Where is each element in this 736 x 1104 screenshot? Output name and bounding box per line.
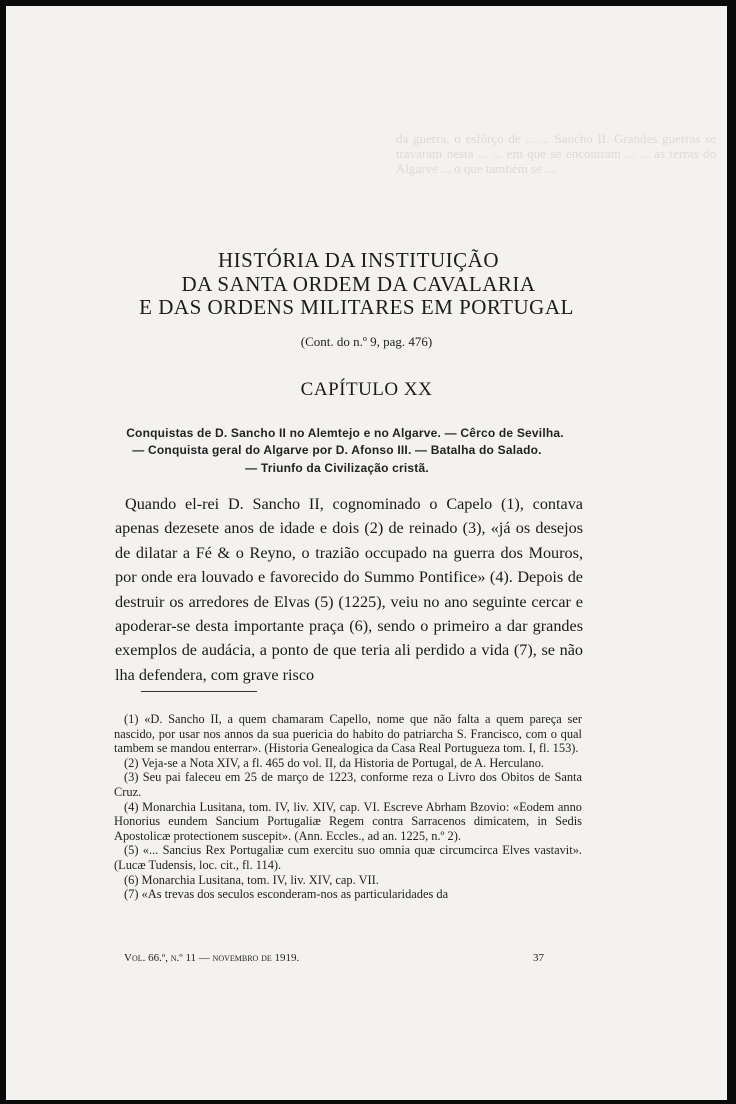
- footnote-7: (7) «As trevas dos seculos esconderam-nos as particularidades da: [124, 887, 449, 902]
- chapter-summary-line-2: — Conquista geral do Algarve por D. Afonso III. — Batalha do Salado.: [132, 443, 542, 457]
- volume-issue: Vol. 66.º, n.º 11 — novembro de 1919.: [124, 952, 300, 964]
- footnote-separator: [141, 691, 257, 692]
- page-number: 37: [533, 952, 544, 964]
- title-line-2: DA SANTA ORDEM DA CAVALARIA: [181, 272, 536, 296]
- page-footer: [124, 952, 544, 968]
- title-line-3: E DAS ORDENS MILITARES EM PORTUGAL: [139, 295, 574, 319]
- chapter-summary-line-3: — Triunfo da Civilização cristã.: [245, 461, 429, 475]
- body-paragraph: Quando el-rei D. Sancho II, cognominado o Capelo (1), contava apenas dezesete anos de idade e dois (2) de reinado (3), «já os desejos de dilatar a Fé & o Reyno, o trazião occupado na guerra dos Mouros, por onde era louvado e favorecido do Summo Pontifice» (4). Depois de destruir os arredores de Elvas (5) (1225), veiu no ano seguinte cercar e apoderar-se desta importante praça (6), sendo o primeiro a dar grandes exemplos de audácia, a ponto de que teria ali perdido a vida (7), se não lha defendera, com grave risco: [115, 495, 583, 684]
- chapter-heading: CAPÍTULO XX: [300, 379, 433, 400]
- footnote-4: (4) Monarchia Lusitana, tom. IV, liv. XIV, cap. VI. Escreve Abrham Bzovio: «Eodem anno Honorius eundem Sancium Portugaliæ Regem contra Sarracenos dimicatem, in Sedis Apostolicæ protectionem suscepit». (Ann. Eccles., ad an. 1225, n.º 2).: [114, 799, 582, 843]
- body-text: [115, 492, 583, 687]
- continuation-note: (Cont. do n.º 9, pag. 476): [300, 334, 433, 349]
- chapter-summary-line-1: Conquistas de D. Sancho II no Alemtejo e no Algarve. — Cêrco de Sevilha.: [126, 426, 564, 440]
- footnote-6: (6) Monarchia Lusitana, tom. IV, liv. XIV, cap. VII.: [124, 872, 379, 887]
- footnote-5: (5) «... Sancius Rex Portugaliæ cum exercitu suo omnia quæ circumcirca Elves vastavit». (Lucæ Tudensis, loc. cit., fl. 114).: [114, 843, 582, 872]
- footnote-1: (1) «D. Sancho II, a quem chamaram Capello, nome que não falta a quem pareça ser nascido, por usar nos annos da sua puericia do habito do patriarcha S. Francisco, com o qual tambem se mandou enterrar». (Historia Genealogica da Casa Real Portugueza tom. I, fl. 153).: [114, 712, 582, 756]
- document-page: [6, 6, 727, 1100]
- footnote-3: (3) Seu pai faleceu em 25 de março de 1223, conforme reza o Livro dos Obitos de Santa Cruz.: [114, 770, 582, 799]
- footnote-2: (2) Veja-se a Nota XIV, a fl. 465 do vol. II, da Historia de Portugal, de A. Herculano.: [124, 755, 545, 770]
- title-line-1: HISTÓRIA DA INSTITUIÇÃO: [218, 248, 499, 272]
- footnotes: [114, 712, 582, 902]
- bleed-through-text: da guerra, o esfôrço de ... ... Sancho II. Grandes guerras se travaram nesta ... ... em que se encontram ... ... as terras do Algarve ... o que também se ...: [396, 131, 716, 176]
